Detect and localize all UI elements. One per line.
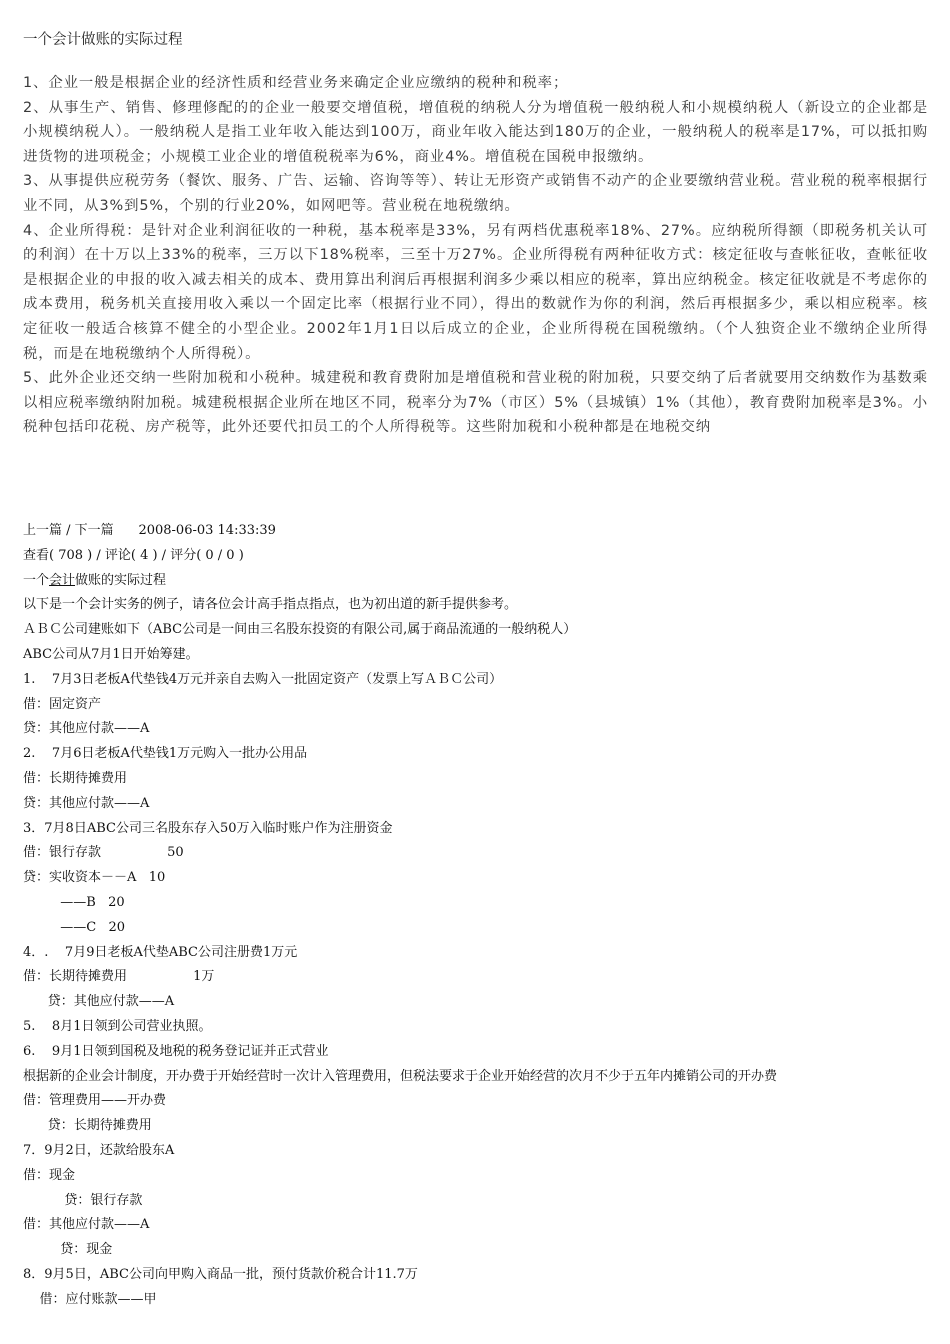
log-line: 6. 9月1日领到国税及地税的税务登记证并正式营业	[23, 1043, 329, 1059]
log-line: 贷：长期待摊费用	[23, 1118, 152, 1134]
log-line: 借：长期待摊费用	[23, 770, 128, 786]
log-line: 4．. 7月9日老板A代垫ABC公司注册费1万元	[23, 944, 298, 960]
log-line: 借：现金	[23, 1167, 76, 1183]
log-line: 贷：银行存款	[23, 1192, 143, 1208]
log-line: 贷：实收资本－－A 10	[23, 870, 166, 886]
log-line: 2. 7月6日老板A代垫钱1万元购入一批办公用品	[23, 746, 308, 762]
log-line: 借：管理费用——开办费	[23, 1093, 167, 1109]
log-line: 贷：其他应付款——A	[23, 994, 175, 1010]
log-title: 一个会计做账的实际过程	[23, 572, 167, 588]
log-line: 8．9月5日，ABC公司向甲购入商品一批，预付货款价税合计11.7万	[23, 1266, 418, 1282]
log-line: 7．9月2日，还款给股东A	[23, 1142, 175, 1158]
log-line: ABC公司从7月1日开始筹建。	[23, 646, 199, 662]
post-nav-line	[23, 519, 928, 544]
tax-paragraph: 3、从事提供应税劳务（餐饮、服务、广告、运输、咨询等等）、转让无形资产或销售不动产的企业要缴纳营业税。营业税的税率根据行业不同，从3%到5%，个别的行业20%，如网吧等。营业税在地税缴纳。	[23, 173, 929, 214]
log-line: 借：固定资产	[23, 696, 102, 712]
tax-section	[23, 71, 928, 440]
accounting-link[interactable]: 会计	[49, 572, 76, 588]
log-line: 借：其他应付款——A	[23, 1217, 150, 1233]
log-line: 3．7月8日ABC公司三名股东存入50万入临时账户作为注册资金	[23, 820, 393, 836]
log-lines	[23, 593, 928, 1312]
log-line: 1. 7月3日老板A代垫钱4万元并亲自去购入一批固定资产（发票上写ＡＢＣ公司）	[23, 671, 503, 687]
tax-paragraph: 1、企业一般是根据企业的经济性质和经营业务来确定企业应缴纳的税种和税率；	[23, 75, 569, 91]
tax-paragraph: 5、此外企业还交纳一些附加税和小税种。城建税和教育费附加是增值税和营业税的附加税，只要交纳了后者就要用交纳数作为基数乘以相应税率缴纳附加税。城建税根据企业所在地区不同，税率分为7%（市区）5%（县城镇）1%（其他），教育费附加税率是3%。小税种包括印花税、房产税等，此外还要代扣员工的个人所得税等。这些附加税和小税种都是在地税交纳	[23, 370, 928, 436]
log-line: 贷：其他应付款——A	[23, 721, 150, 737]
log-line: 5. 8月1日领到公司营业执照。	[23, 1018, 212, 1034]
bookkeeping-log	[23, 519, 928, 1313]
log-line: ＡＢＣ公司建账如下（ABC公司是一间由三名股东投资的有限公司,属于商品流通的一般纳税人）	[23, 622, 577, 638]
post-datetime: 2008-06-03 14:33:39	[138, 523, 276, 538]
log-line: 贷：现金	[23, 1242, 113, 1258]
log-line: 根据新的企业会计制度，开办费于开始经营时一次计入管理费用，但税法要求于企业开始经营的次月不少于五年内摊销公司的开办费	[23, 1068, 778, 1084]
post-stats: 查看( 708 ) / 评论( 4 ) / 评分( 0 / 0 )	[23, 547, 244, 563]
document-title: 一个会计做账的实际过程	[23, 32, 183, 48]
prev-next-links[interactable]: 上一篇 / 下一篇	[23, 523, 114, 538]
log-line: ——C 20	[23, 919, 126, 935]
tax-paragraph: 2、从事生产、销售、修理修配的的企业一般要交增值税，增值税的纳税人分为增值税一般纳税人和小规模纳税人（新设立的企业都是小规模纳税人）。一般纳税人是指工业年收入能达到100万，商业年收入能达到180万的企业，一般纳税人的税率是17%，可以抵扣购进货物的进项税金；小规模工业企业的增值税税率为6%，商业4%。增值税在国税申报缴纳。	[23, 99, 928, 165]
tax-paragraph: 4、企业所得税：是针对企业利润征收的一种税，基本税率是33%，另有两档优惠税率18%、27%。应纳税所得额（即税务机关认可的利润）在十万以上33%的税率，三万以下18%税率，三至十万27%。企业所得税有两种征收方式：核定征收与查帐征收，查帐征收是根据企业的申报的收入减去相关的成本、费用算出利润后再根据利润多少乘以相应的税率，算出应纳税金。核定征收就是不考虑你的成本费用，税务机关直接用收入乘以一个固定比率（根据行业不同），得出的数就作为你的利润，然后再根据多少，乘以相应税率。核定征收一般适合核算不健全的小型企业。2002年1月1日以后成立的企业，企业所得税在国税缴纳。（个人独资企业不缴纳企业所得税，而是在地税缴纳个人所得税）。	[23, 222, 928, 362]
log-line: 贷：其他应付款——A	[23, 795, 150, 811]
log-line: ——B 20	[23, 894, 125, 910]
log-line: 以下是一个会计实务的例子，请各位会计高手指点指点，也为初出道的新手提供参考。	[23, 597, 518, 613]
log-line: 借：长期待摊费用 1万	[23, 969, 215, 985]
log-line: 借：银行存款 50	[23, 845, 184, 861]
log-line: 借：应付账款——甲	[23, 1291, 157, 1307]
